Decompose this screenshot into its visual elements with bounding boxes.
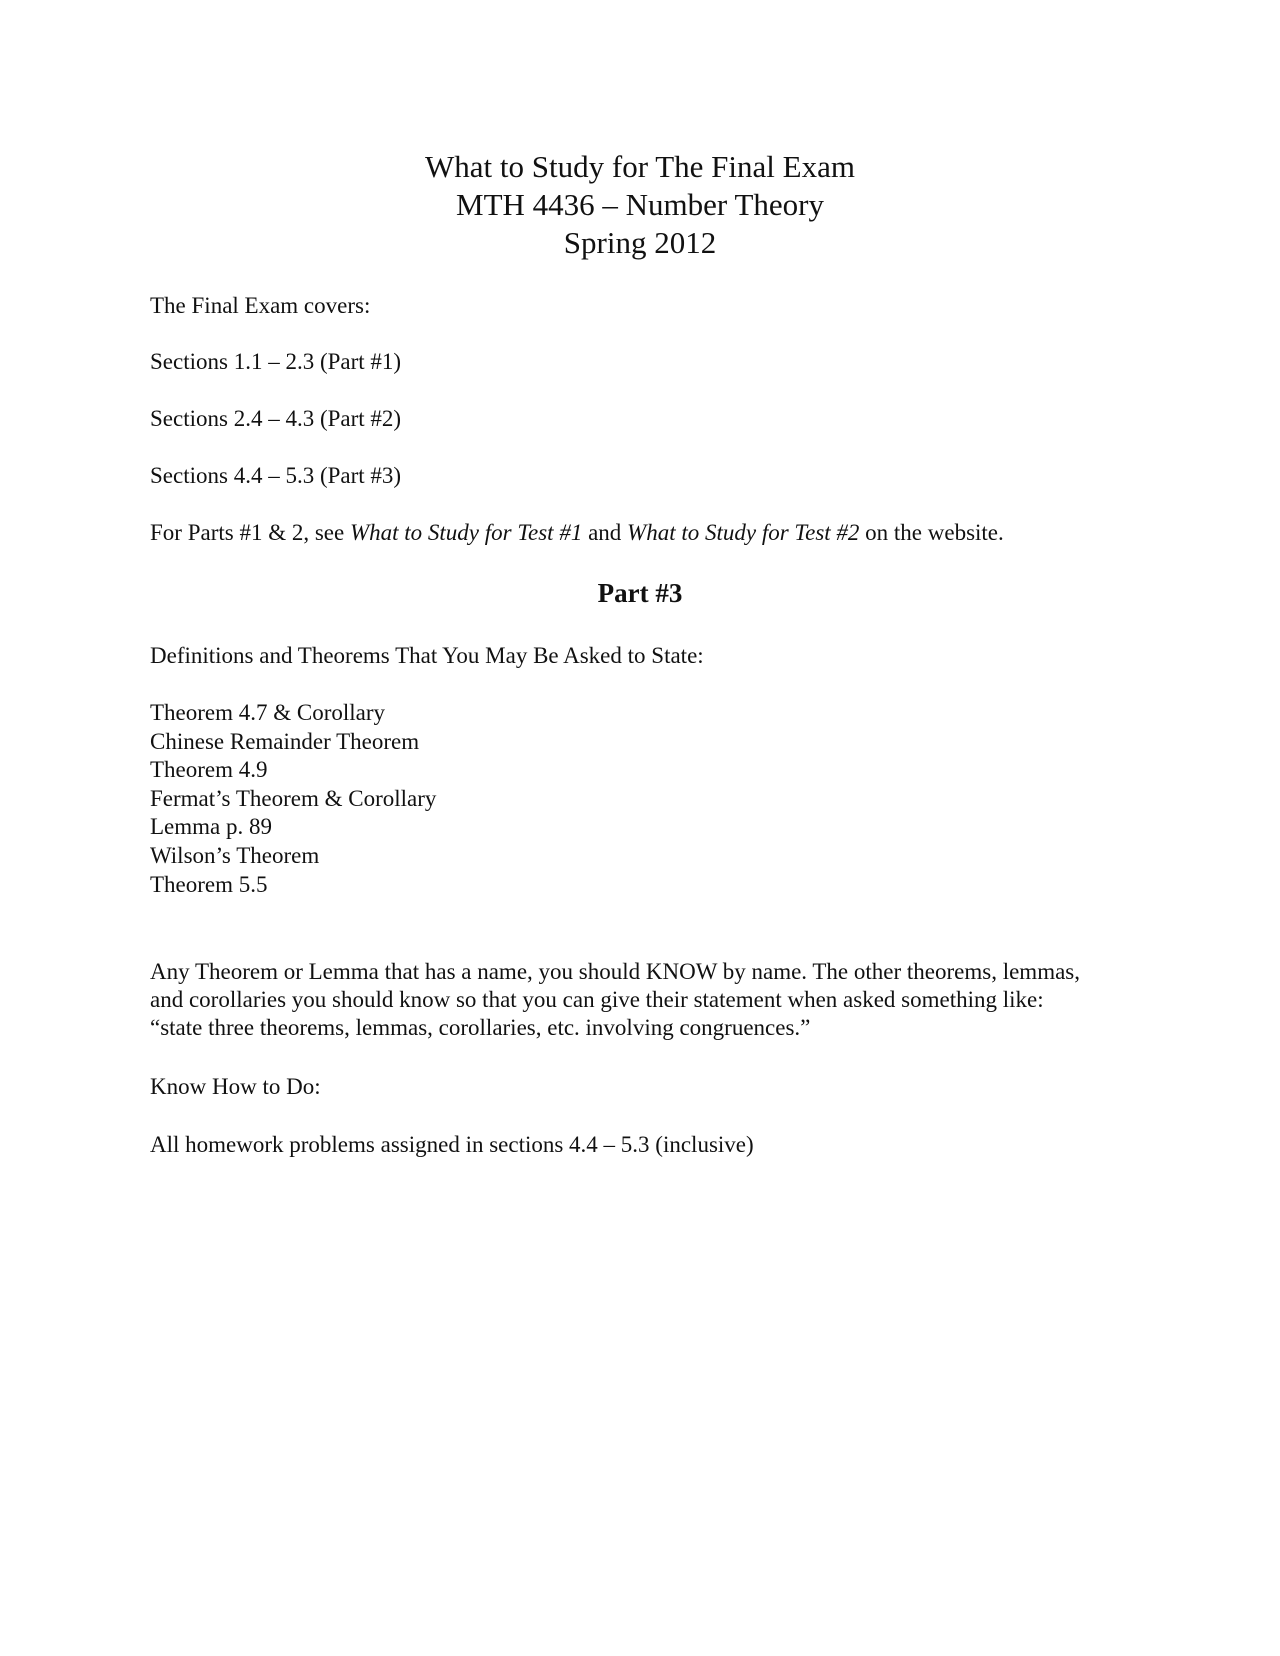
reference-test-1: What to Study for Test #1 xyxy=(349,520,583,545)
theorem-list xyxy=(150,699,436,899)
see-suffix: on the website. xyxy=(859,520,1004,545)
title-block xyxy=(0,148,1280,262)
section-range-1: Sections 1.1 – 2.3 (Part #1) xyxy=(150,349,402,374)
covers-label: The Final Exam covers: xyxy=(150,293,371,318)
section-range-2: Sections 2.4 – 4.3 (Part #2) xyxy=(150,406,402,431)
list-item: Theorem 4.9 xyxy=(150,757,268,783)
document-title: What to Study for The Final Exam xyxy=(425,149,855,184)
see-and: and xyxy=(582,520,628,545)
see-references xyxy=(150,519,1004,547)
term: Spring 2012 xyxy=(563,225,717,260)
list-item: Fermat’s Theorem & Corollary xyxy=(150,785,437,811)
reference-test-2: What to Study for Test #2 xyxy=(627,520,860,545)
see-prefix: For Parts #1 & 2, see xyxy=(150,520,350,545)
part-3-heading: Part #3 xyxy=(597,578,683,608)
course-title: MTH 4436 – Number Theory xyxy=(456,187,824,222)
section-range-3: Sections 4.4 – 5.3 (Part #3) xyxy=(150,463,402,488)
list-item: Lemma p. 89 xyxy=(150,814,272,840)
list-item: Theorem 5.5 xyxy=(150,871,268,897)
list-item: Wilson’s Theorem xyxy=(150,842,320,868)
homework-note: All homework problems assigned in sections 4.4 – 5.3 (inclusive) xyxy=(150,1132,754,1157)
know-how-label: Know How to Do: xyxy=(150,1074,321,1099)
list-item: Theorem 4.7 & Corollary xyxy=(150,700,386,725)
list-item: Chinese Remainder Theorem xyxy=(150,728,420,754)
definitions-label: Definitions and Theorems That You May Be Asked to State: xyxy=(150,643,704,668)
naming-note: Any Theorem or Lemma that has a name, you should KNOW by name. The other theorems, lemmas, and corollaries you should know so that you can give their statement when asked something like: “state three theorems, lemmas, corollaries, etc. involving congruences.” xyxy=(150,959,1080,1040)
